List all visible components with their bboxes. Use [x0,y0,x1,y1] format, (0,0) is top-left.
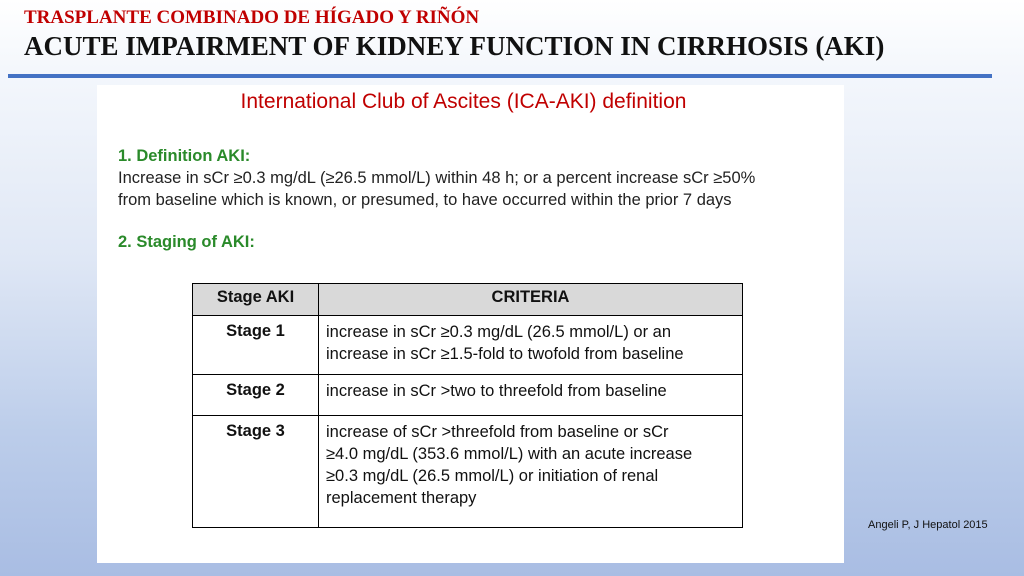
definition-heading: 1. Definition AKI: [118,147,251,165]
header-divider [8,74,992,78]
definition-card [97,85,844,563]
criteria-cell [319,416,743,528]
table-header-row [193,284,743,316]
criteria-line: ≥4.0 mg/dL (353.6 mmol/L) with an acute increase [326,445,693,463]
card-title: International Club of Ascites (ICA-AKI) definition [240,90,687,113]
slide-header [24,6,1004,62]
slide-subtitle: TRASPLANTE COMBINADO DE HÍGADO Y RIÑÓN [24,7,480,28]
criteria-line: increase of sCr >threefold from baseline or sCr [326,423,669,441]
column-header-criteria: CRITERIA [319,284,743,316]
definition-text [118,167,838,211]
stage-cell: Stage 1 [193,316,319,375]
definition-line: from baseline which is known, or presumed, to have occurred within the prior 7 days [118,191,732,209]
criteria-cell [319,375,743,416]
criteria-line: increase in sCr ≥0.3 mg/dL (26.5 mmol/L) or an [326,323,672,341]
table-row [193,316,743,375]
slide-title: ACUTE IMPAIRMENT OF KIDNEY FUNCTION IN CIRRHOSIS (AKI) [24,31,885,61]
criteria-line: increase in sCr ≥1.5-fold to twofold from baseline [326,345,684,363]
column-header-stage: Stage AKI [193,284,319,316]
table-row [193,416,743,528]
criteria-line: ≥0.3 mg/dL (26.5 mmol/L) or initiation of renal [326,467,659,485]
stage-cell: Stage 2 [193,375,319,416]
stage-cell: Stage 3 [193,416,319,528]
criteria-line: replacement therapy [326,489,477,507]
criteria-cell [319,316,743,375]
citation: Angeli P, J Hepatol 2015 [868,519,988,531]
definition-line: Increase in sCr ≥0.3 mg/dL (≥26.5 mmol/L) within 48 h; or a percent increase sCr ≥50% [118,169,756,187]
criteria-line: increase in sCr >two to threefold from baseline [326,382,667,400]
staging-heading: 2. Staging of AKI: [118,233,255,251]
staging-table [192,283,743,528]
table-row [193,375,743,416]
